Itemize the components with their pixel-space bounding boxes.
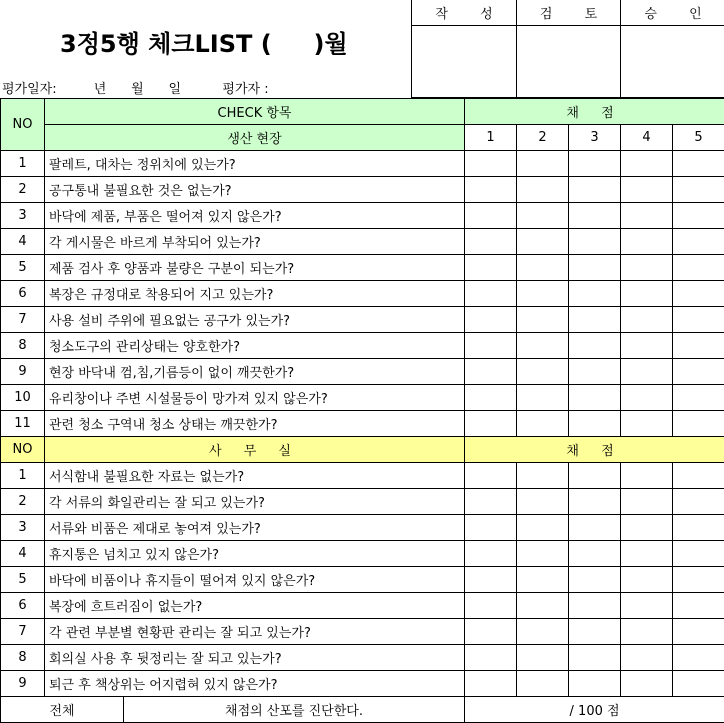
score-cell-1[interactable] [465,385,517,411]
score-cell-5[interactable] [673,229,724,255]
table-row [1,567,724,593]
item-number: 7 [1,307,45,333]
score-cell-1[interactable] [465,359,517,385]
total-row [1,697,724,723]
score-cell-5[interactable] [673,151,724,177]
table-row [1,619,724,645]
score-cell-1[interactable] [465,463,517,489]
score-cell-4[interactable] [621,515,673,541]
item-number: 3 [1,203,45,229]
item-number: 9 [1,671,45,697]
item-text: 회의실 사용 후 뒷정리는 잘 되고 있는가? [45,645,465,671]
item-number: 1 [1,463,45,489]
score-cell-5[interactable] [673,281,724,307]
score-cell-5[interactable] [673,489,724,515]
score-cell-2[interactable] [517,203,569,229]
score-cell-2[interactable] [517,385,569,411]
item-number: 5 [1,255,45,281]
score-cell-4[interactable] [621,567,673,593]
table-row [1,489,724,515]
score-cell-2[interactable] [517,619,569,645]
score-cell-3[interactable] [569,255,621,281]
score-cell-4[interactable] [621,177,673,203]
approval-col-author [412,0,517,97]
score-cell-3[interactable] [569,645,621,671]
item-number: 6 [1,593,45,619]
score-col-2: 2 [517,125,569,151]
item-number: 2 [1,489,45,515]
table-row [1,255,724,281]
score-cell-5[interactable] [673,385,724,411]
item-number: 3 [1,515,45,541]
score-cell-4[interactable] [621,645,673,671]
score-cell-4[interactable] [621,307,673,333]
item-number: 10 [1,385,45,411]
table-row [1,203,724,229]
score-cell-1[interactable] [465,307,517,333]
score-cell-1[interactable] [465,255,517,281]
page-title: 3정5행 체크LIST ( )월 [60,30,348,58]
score-cell-1[interactable] [465,203,517,229]
item-text: 유리창이나 주변 시설물등이 망가져 있지 않은가? [45,385,465,411]
score-cell-1[interactable] [465,177,517,203]
item-text: 퇴근 후 책상위는 어지렵혀 있지 않은가? [45,671,465,697]
score-cell-3[interactable] [569,359,621,385]
score-cell-2[interactable] [517,229,569,255]
total-label: 전체 [1,697,124,723]
score-cell-3[interactable] [569,203,621,229]
table-row [1,515,724,541]
item-text: 바닥에 제품, 부품은 떨어져 있지 않은가? [45,203,465,229]
score-cell-5[interactable] [673,541,724,567]
score-cell-4[interactable] [621,671,673,697]
table-row [1,281,724,307]
score-cell-5[interactable] [673,359,724,385]
score-cell-4[interactable] [621,385,673,411]
score-cell-1[interactable] [465,541,517,567]
score-cell-5[interactable] [673,255,724,281]
approval-box [411,0,724,98]
score-cell-2[interactable] [517,333,569,359]
score-cell-4[interactable] [621,255,673,281]
score-cell-3[interactable] [569,515,621,541]
no-header: NO [1,437,45,463]
item-number: 9 [1,359,45,385]
item-text: 제품 검사 후 양품과 불량은 구분이 되는가? [45,255,465,281]
score-cell-4[interactable] [621,151,673,177]
score-cell-2[interactable] [517,307,569,333]
score-cell-2[interactable] [517,151,569,177]
table-row [1,151,724,177]
score-cell-3[interactable] [569,567,621,593]
score-cell-2[interactable] [517,281,569,307]
score-cell-1[interactable] [465,671,517,697]
score-cell-5[interactable] [673,645,724,671]
score-cell-4[interactable] [621,359,673,385]
item-text: 팔레트, 대차는 정위치에 있는가? [45,151,465,177]
score-cell-4[interactable] [621,463,673,489]
check-items-header: CHECK 항목 [45,99,465,125]
score-col-1: 1 [465,125,517,151]
score-col-3: 3 [569,125,621,151]
score-cell-4[interactable] [621,281,673,307]
score-cell-3[interactable] [569,593,621,619]
score-cell-5[interactable] [673,307,724,333]
total-score: / 100 점 [465,697,724,723]
item-number: 1 [1,151,45,177]
item-text: 각 게시물은 바르게 부착되어 있는가? [45,229,465,255]
score-cell-2[interactable] [517,541,569,567]
score-cell-5[interactable] [673,333,724,359]
score-cell-4[interactable] [621,541,673,567]
table-row [1,385,724,411]
score-cell-5[interactable] [673,671,724,697]
item-number: 8 [1,645,45,671]
item-text: 공구통내 불필요한 것은 없는가? [45,177,465,203]
score-cell-3[interactable] [569,307,621,333]
score-cell-3[interactable] [569,333,621,359]
score-cell-1[interactable] [465,229,517,255]
score-cell-5[interactable] [673,619,724,645]
item-number: 4 [1,541,45,567]
score-cell-1[interactable] [465,619,517,645]
score-cell-1[interactable] [465,567,517,593]
table-row [1,177,724,203]
score-cell-4[interactable] [621,411,673,437]
score-cell-1[interactable] [465,593,517,619]
score-cell-3[interactable] [569,229,621,255]
score-cell-5[interactable] [673,411,724,437]
score-cell-1[interactable] [465,151,517,177]
total-note: 채점의 산포를 진단한다. [124,697,465,723]
score-cell-5[interactable] [673,203,724,229]
table-row [1,411,724,437]
approval-col-review [517,0,621,97]
score-cell-2[interactable] [517,177,569,203]
score-header: 채 점 [465,437,724,463]
score-cell-3[interactable] [569,411,621,437]
score-cell-1[interactable] [465,489,517,515]
table-row [1,541,724,567]
score-col-5: 5 [673,125,724,151]
table-row [1,463,724,489]
table-row [1,359,724,385]
approval-label-review: 검 토 [517,0,620,26]
score-header: 채 점 [465,99,724,125]
evaluation-info-line: 평가일자: 년 월 일 평가자 : [2,82,269,97]
table-row [1,593,724,619]
score-cell-1[interactable] [465,645,517,671]
score-cell-4[interactable] [621,203,673,229]
section-office-title: 사 무 실 [45,437,465,463]
score-cell-5[interactable] [673,515,724,541]
item-text: 각 서류의 화일관리는 잘 되고 있는가? [45,489,465,515]
no-header: NO [1,99,45,151]
score-cell-5[interactable] [673,177,724,203]
score-cell-4[interactable] [621,333,673,359]
score-cell-2[interactable] [517,671,569,697]
score-cell-3[interactable] [569,541,621,567]
score-cell-3[interactable] [569,463,621,489]
header [0,0,724,98]
item-text: 사용 설비 주위에 필요없는 공구가 있는가? [45,307,465,333]
score-cell-1[interactable] [465,333,517,359]
section-production-title: 생산 현장 [45,125,465,151]
table-row [1,671,724,697]
item-number: 11 [1,411,45,437]
item-text: 각 관련 부분별 현황판 관리는 잘 되고 있는가? [45,619,465,645]
score-cell-2[interactable] [517,411,569,437]
section-office-header-row [1,437,724,463]
score-cell-2[interactable] [517,463,569,489]
score-cell-3[interactable] [569,151,621,177]
score-cell-2[interactable] [517,515,569,541]
score-cell-1[interactable] [465,411,517,437]
score-cell-2[interactable] [517,255,569,281]
item-number: 5 [1,567,45,593]
score-cell-4[interactable] [621,619,673,645]
score-cell-2[interactable] [517,359,569,385]
item-number: 7 [1,619,45,645]
score-cell-4[interactable] [621,229,673,255]
checklist-table [0,98,724,723]
score-cell-2[interactable] [517,489,569,515]
score-cell-4[interactable] [621,489,673,515]
score-cell-3[interactable] [569,619,621,645]
item-text: 관련 청소 구역내 청소 상태는 깨끗한가? [45,411,465,437]
score-cell-3[interactable] [569,385,621,411]
item-text: 서류와 비품은 제대로 놓여져 있는가? [45,515,465,541]
item-text: 복장에 흐트러짐이 없는가? [45,593,465,619]
score-cell-5[interactable] [673,567,724,593]
score-cell-1[interactable] [465,281,517,307]
item-text: 서식함내 불필요한 자료는 없는가? [45,463,465,489]
item-text: 복장은 규정대로 착용되어 지고 있는가? [45,281,465,307]
approval-label-author: 작 성 [412,0,516,26]
table-row [1,307,724,333]
item-number: 6 [1,281,45,307]
score-cell-2[interactable] [517,645,569,671]
score-cell-5[interactable] [673,593,724,619]
score-col-4: 4 [621,125,673,151]
score-cell-3[interactable] [569,177,621,203]
score-cell-3[interactable] [569,489,621,515]
score-cell-3[interactable] [569,671,621,697]
score-cell-3[interactable] [569,281,621,307]
item-number: 8 [1,333,45,359]
approval-col-approve [621,0,724,97]
table-row [1,333,724,359]
item-text: 청소도구의 관리상태는 양호한가? [45,333,465,359]
item-number: 2 [1,177,45,203]
item-text: 휴지통은 넘치고 있지 않은가? [45,541,465,567]
score-cell-5[interactable] [673,463,724,489]
item-number: 4 [1,229,45,255]
score-cell-2[interactable] [517,567,569,593]
item-text: 현장 바닥내 껌,침,기름등이 없이 깨끗한가? [45,359,465,385]
score-cell-4[interactable] [621,593,673,619]
table-row [1,645,724,671]
item-text: 바닥에 비품이나 휴지들이 떨어져 있지 않은가? [45,567,465,593]
score-cell-1[interactable] [465,515,517,541]
approval-label-approve: 승 인 [621,0,724,26]
table-row [1,229,724,255]
score-cell-2[interactable] [517,593,569,619]
